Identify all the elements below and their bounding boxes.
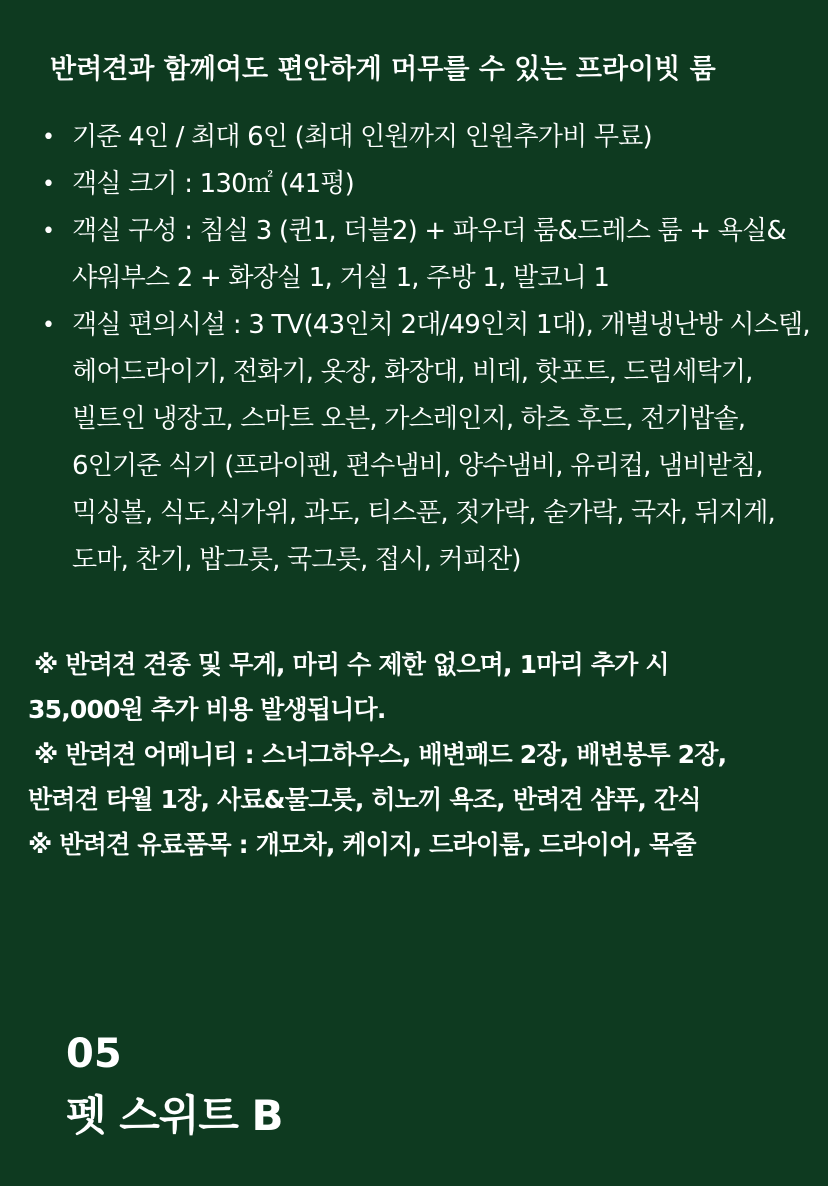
list-item-occupancy <box>42 114 812 161</box>
headline: 반려견과 함께여도 편안하게 머무를 수 있는 프라이빗 룸 <box>50 54 716 85</box>
pet-amenity-note-continued: 반려견 타월 1장, 사료&물그릇, 히노끼 욕조, 반려견 샴푸, 간식 <box>28 785 701 814</box>
room-number: 05 <box>66 1031 122 1077</box>
room-feature-list <box>42 114 812 584</box>
bullet-icon: • <box>42 125 55 150</box>
pet-notes <box>28 642 818 867</box>
list-item-room-size <box>42 161 812 208</box>
occupancy-text: 기준 4인 / 최대 6인 (최대 인원까지 인원추가비 무료) <box>72 122 652 152</box>
bullet-icon: • <box>42 172 55 197</box>
bullet-icon: • <box>42 219 55 244</box>
pet-fee-note: 35,000원 추가 비용 발생됩니다. <box>28 695 386 724</box>
room-layout-text: 객실 구성 : 침실 3 (퀸1, 더블2) + 파우더 룸&드레스 룸 + 욕실&샤워부스 2 + 화장실 1, 거실 1, 주방 1, 발코니 1 <box>72 216 786 293</box>
pet-policy-note: ※ 반려견 견종 및 무게, 마리 수 제한 없으며, 1마리 추가 시 <box>34 650 669 679</box>
amenities-text: 객실 편의시설 : 3 TV(43인치 2대/49인치 1대), 개별냉난방 시스템, 헤어드라이기, 전화기, 옷장, 화장대, 비데, 핫포트, 드럼세탁기, 빌트인 냉장고, 스마트 오븐, 가스레인지, 하츠 후드, 전기밥솥, 6인기준 식기 (프라이팬, 편수냄비, 양수냄비, 유리컵, 냄비받침, 믹싱볼, 식도,식가위, 과도, 티스푼, 젓가락, 숟가락, 국자, 뒤지게, 도마, 찬기, 밥그릇, 국그릇, 접시, 커피잔) <box>72 310 810 575</box>
room-size-text: 객실 크기 : 130㎡ (41평) <box>72 169 354 199</box>
list-item-amenities <box>42 302 812 584</box>
bullet-icon: • <box>42 313 55 338</box>
list-item-room-layout <box>42 208 812 302</box>
pet-paid-items-note: ※ 반려견 유료품목 : 개모차, 케이지, 드라이룸, 드라이어, 목줄 <box>28 830 696 859</box>
pet-amenity-note: ※ 반려견 어메니티 : 스너그하우스, 배변패드 2장, 배변봉투 2장, <box>34 740 727 769</box>
room-name: 펫 스위트 B <box>66 1091 283 1140</box>
